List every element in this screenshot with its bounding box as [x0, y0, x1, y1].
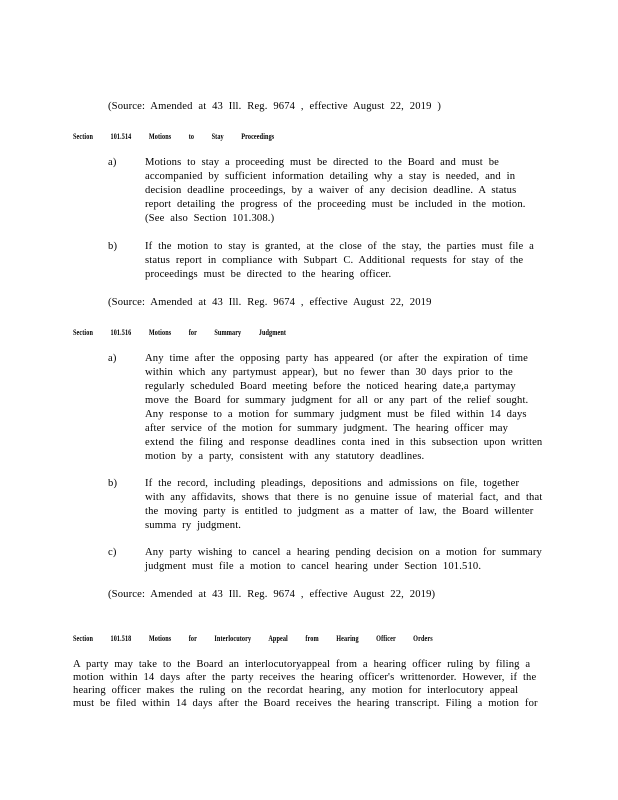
paragraph-line: motion within 14 days after the party receives the hearing officer's writtenorder. However, if the — [73, 672, 537, 683]
source-note: (Source: Amended at 43 Ill. Reg. 9674 , effective August 22, 2019 — [108, 297, 432, 308]
paragraph-line: Any party wishing to cancel a hearing pending decision on a motion for summary — [145, 547, 542, 558]
paragraph-line: proceedings must be directed to the hearing officer. — [145, 269, 392, 280]
paragraph-line: status report in compliance with Subpart C. Additional requests for stay of the — [145, 255, 524, 266]
paragraph-line: accompanied by sufficient information detailing why a stay is needed, and in — [145, 171, 516, 182]
paragraph-line: extend the filing and response deadlines conta ined in this subsection upon written — [145, 437, 543, 448]
item-label: b) — [108, 241, 118, 252]
paragraph-line: the moving party is entitled to judgment as a matter of law, the Board willenter — [145, 506, 534, 517]
paragraph-line: decision deadline proceedings, by a waiver of any decision deadline. A status — [145, 185, 517, 196]
paragraph-line: regularly scheduled Board meeting before the noticed hearing date,a partymay — [145, 381, 516, 392]
paragraph-line: motion by a party, consistent with any statutory deadlines. — [145, 451, 425, 462]
paragraph-line: after service of the motion for summary judgment. The hearing officer may — [145, 423, 509, 434]
item-label: a) — [108, 353, 117, 364]
paragraph-line: Any time after the opposing party has appeared (or after the expiration of time — [145, 353, 528, 364]
paragraph-line: hearing officer makes the ruling on the recordat hearing, any motion for interlocutory appeal — [73, 685, 519, 696]
paragraph-line: A party may take to the Board an interlocutoryappeal from a hearing officer ruling by filing a — [73, 659, 531, 670]
paragraph-line: must be filed within 14 days after the Board receives the hearing transcript. Filing a motion for — [73, 698, 538, 709]
section-heading: Section 101.518 Motions for Interlocutory Appeal from Hearing Officer Orders — [73, 633, 433, 643]
paragraph-line: with any affidavits, shows that there is no genuine issue of material fact, and that — [145, 492, 543, 503]
section-heading: Section 101.516 Motions for Summary Judgment — [73, 327, 287, 337]
paragraph-line: If the record, including pleadings, depositions and admissions on file, together — [145, 478, 520, 489]
item-label: b) — [108, 478, 118, 489]
source-note: (Source: Amended at 43 Ill. Reg. 9674 , effective August 22, 2019) — [108, 589, 436, 600]
item-label: a) — [108, 157, 117, 168]
section-heading: Section 101.514 Motions to Stay Proceedings — [73, 131, 275, 141]
paragraph-line: judgment must file a motion to cancel hearing under Section 101.510. — [145, 561, 482, 572]
paragraph-line: report detailing the progress of the proceeding must be included in the motion. — [145, 199, 526, 210]
paragraph-line: within which any partymust appear), but no fewer than 30 days prior to the — [145, 367, 513, 378]
item-label: c) — [108, 547, 117, 558]
paragraph-line: summa ry judgment. — [145, 520, 242, 531]
paragraph-line: If the motion to stay is granted, at the close of the stay, the parties must file a — [145, 241, 535, 252]
source-note: (Source: Amended at 43 Ill. Reg. 9674 , effective August 22, 2019 ) — [108, 101, 442, 112]
paragraph-line: (See also Section 101.308.) — [145, 213, 275, 224]
paragraph-line: Motions to stay a proceeding must be directed to the Board and must be — [145, 157, 500, 168]
paragraph-line: Any response to a motion for summary judgment must be filed within 14 days — [145, 409, 527, 420]
paragraph-line: move the Board for summary judgment for all or any part of the relief sought. — [145, 395, 529, 406]
